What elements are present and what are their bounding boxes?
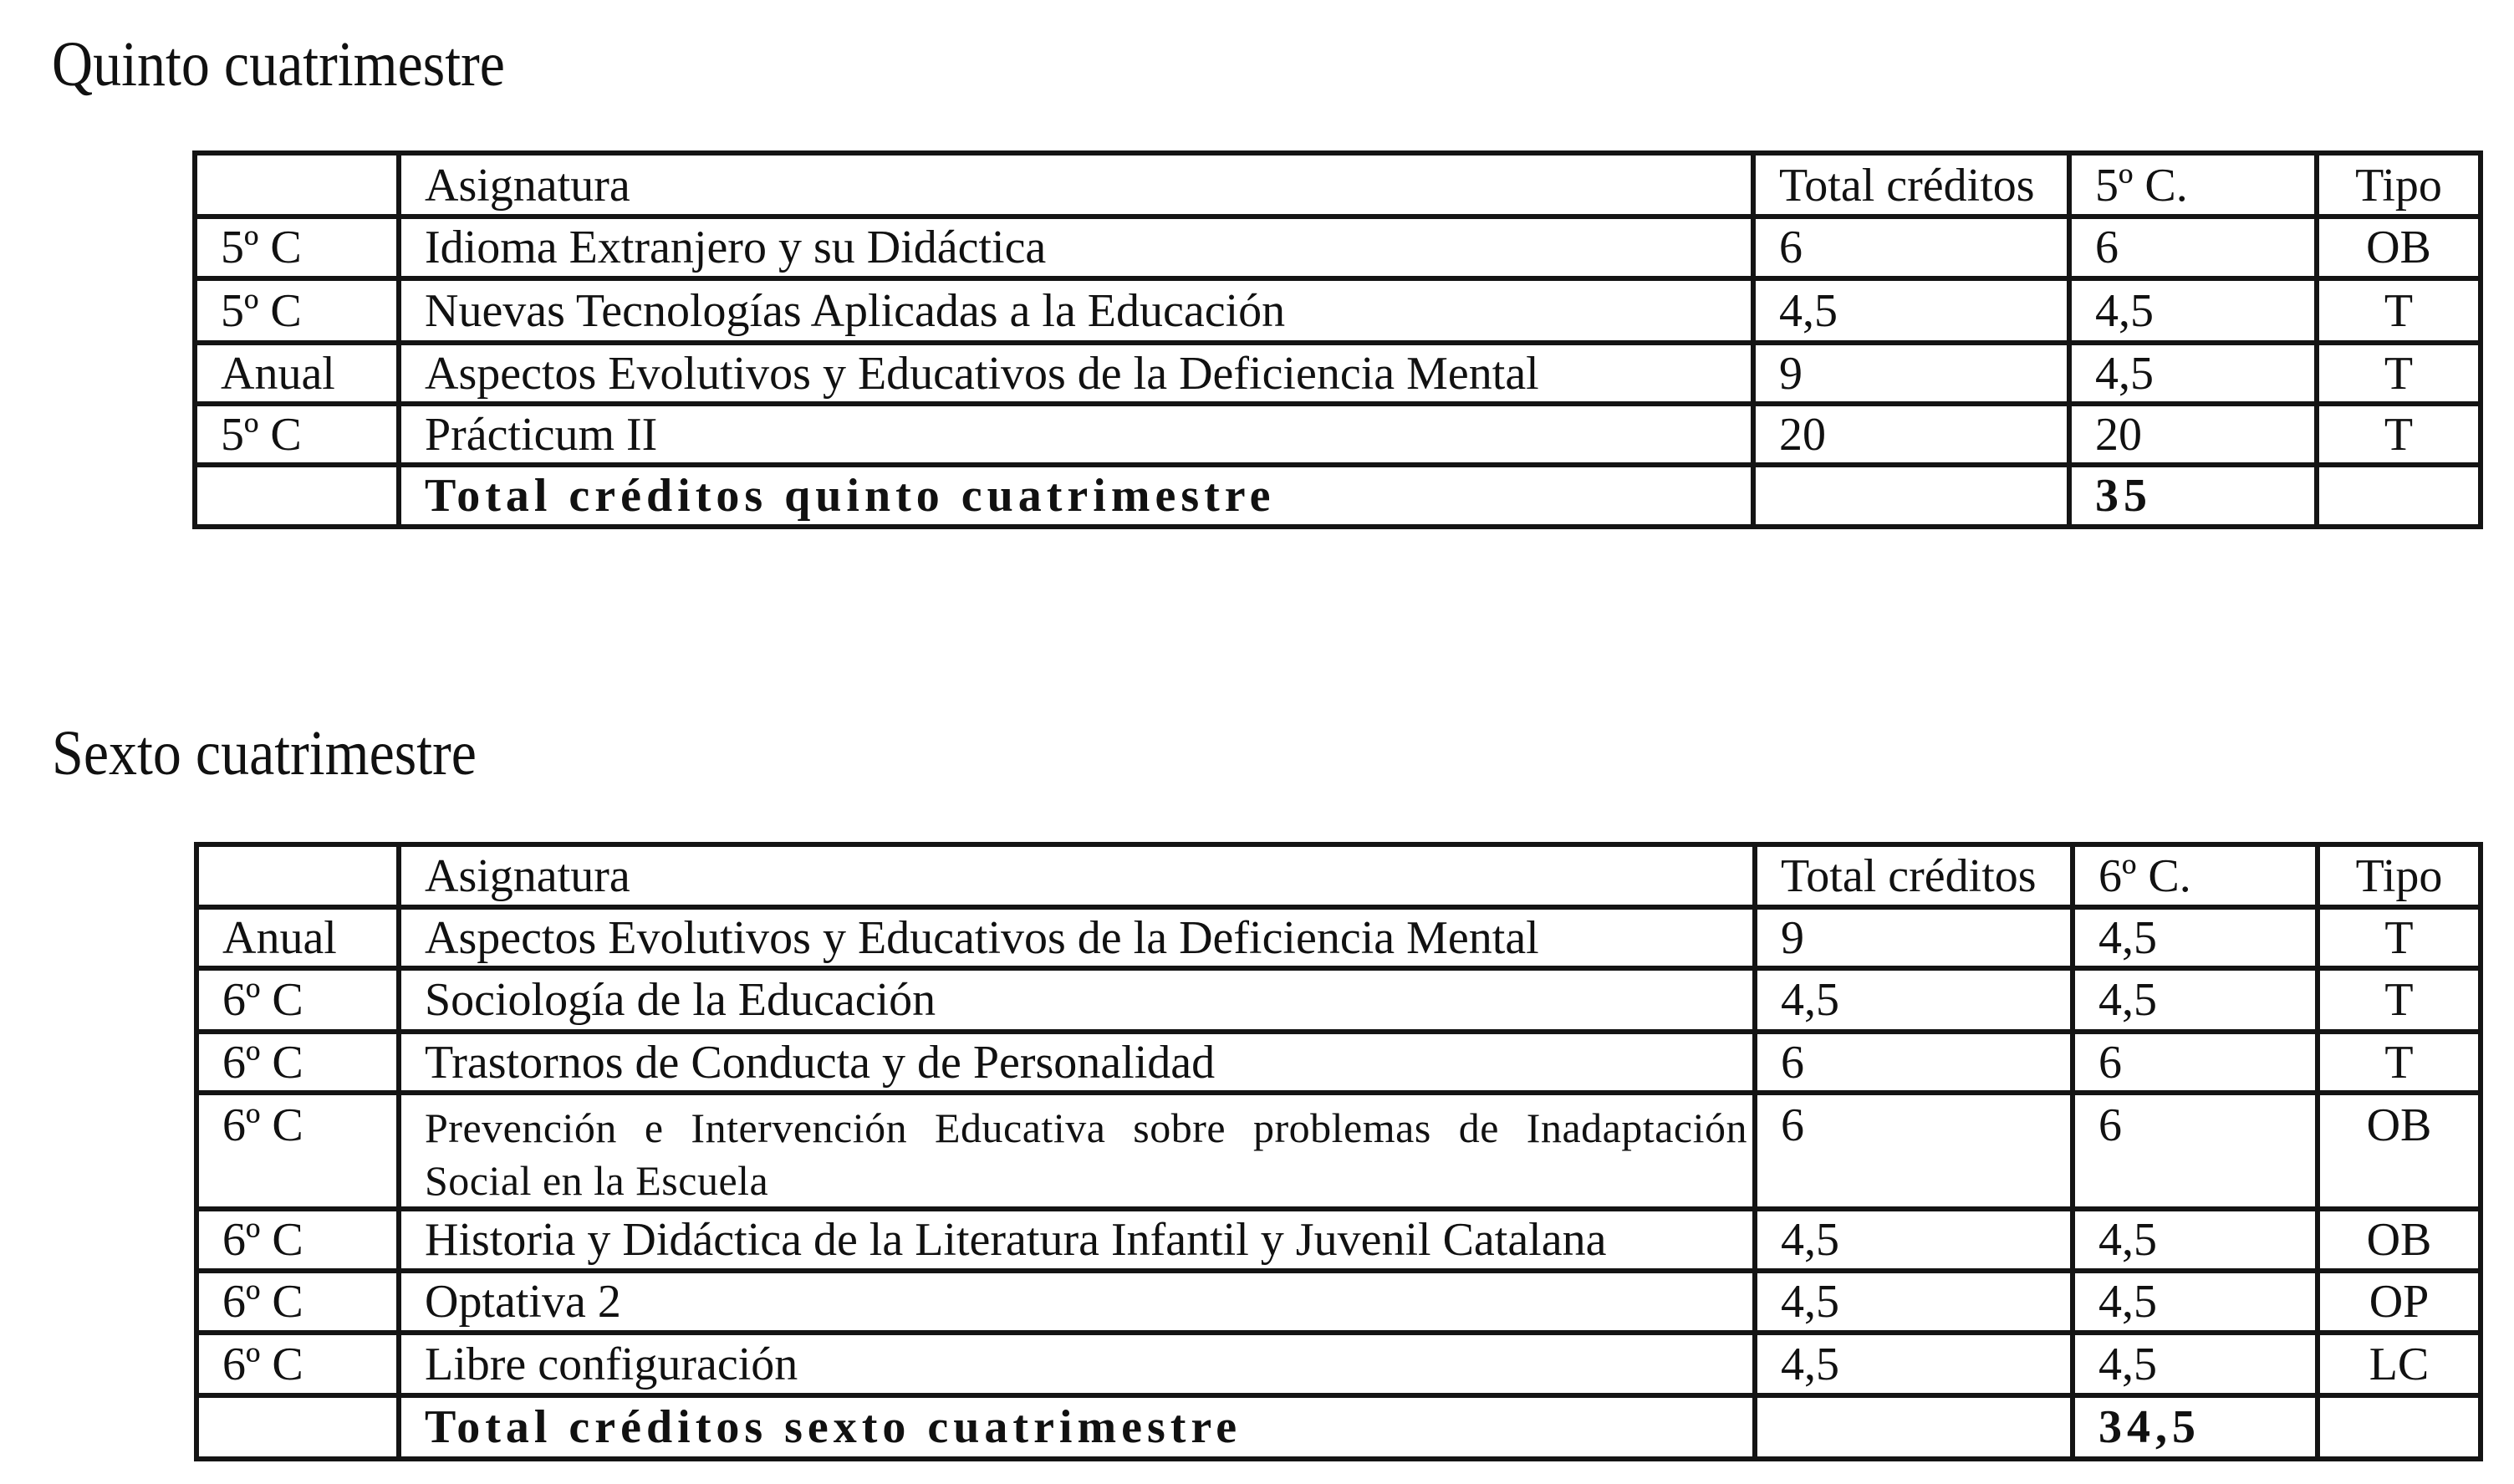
total-value: 34,5: [2073, 1395, 2318, 1459]
cell-type: OB: [2318, 1209, 2481, 1271]
table-row: [196, 1271, 2481, 1333]
cell-empty: [195, 465, 399, 527]
table-row: [196, 1093, 2481, 1209]
cell-total-credits: 6: [1755, 1032, 2073, 1093]
cell-period: 6º C: [196, 1093, 399, 1209]
cell-term-credits: 6: [2073, 1093, 2318, 1209]
header-period: [196, 844, 399, 907]
table-row: [196, 1032, 2481, 1093]
cell-subject: Aspectos Evolutivos y Educativos de la Deficiencia Mental: [399, 907, 1755, 968]
cell-subject: Optativa 2: [399, 1271, 1755, 1333]
cell-term-credits: 6: [2069, 217, 2317, 278]
cell-type: T: [2317, 343, 2481, 404]
table-row: [195, 217, 2481, 278]
header-subject: Asignatura: [399, 153, 1753, 217]
cell-term-credits: 4,5: [2073, 968, 2318, 1032]
table-header-row: [195, 153, 2481, 217]
cell-total-credits: 4,5: [1753, 278, 2069, 343]
cell-total-credits: 4,5: [1755, 1271, 2073, 1333]
cell-period: 6º C: [196, 968, 399, 1032]
cell-subject: Nuevas Tecnologías Aplicadas a la Educación: [399, 278, 1753, 343]
cell-period: 5º C: [195, 278, 399, 343]
cell-term-credits: 6: [2073, 1032, 2318, 1093]
cell-type: OB: [2318, 1093, 2481, 1209]
cell-type: T: [2318, 968, 2481, 1032]
header-term-credits: 6º C.: [2073, 844, 2318, 907]
cell-empty: [2317, 465, 2481, 527]
section-title-quinto: Quinto cuatrimestre: [52, 28, 505, 99]
table-row: [195, 343, 2481, 404]
header-term-credits: 5º C.: [2069, 153, 2317, 217]
cell-term-credits: 4,5: [2069, 343, 2317, 404]
table-total-row: [196, 1395, 2481, 1459]
cell-period: 6º C: [196, 1333, 399, 1395]
header-total-credits: Total créditos: [1755, 844, 2073, 907]
cell-total-credits: 20: [1753, 404, 2069, 465]
header-period: [195, 153, 399, 217]
cell-period: 6º C: [196, 1209, 399, 1271]
cell-subject: Prácticum II: [399, 404, 1753, 465]
cell-total-credits: 9: [1753, 343, 2069, 404]
cell-term-credits: 4,5: [2073, 1271, 2318, 1333]
cell-empty: [1753, 465, 2069, 527]
cell-subject: Sociología de la Educación: [399, 968, 1755, 1032]
cell-total-credits: 4,5: [1755, 1333, 2073, 1395]
cell-type: T: [2318, 907, 2481, 968]
cell-term-credits: 4,5: [2073, 1209, 2318, 1271]
cell-period: 5º C: [195, 217, 399, 278]
cell-total-credits: 9: [1755, 907, 2073, 968]
total-label: Total créditos quinto cuatrimestre: [399, 465, 1753, 527]
table-row: [195, 278, 2481, 343]
header-subject: Asignatura: [399, 844, 1755, 907]
cell-subject: Libre configuración: [399, 1333, 1755, 1395]
cell-type: T: [2318, 1032, 2481, 1093]
cell-total-credits: 4,5: [1755, 1209, 2073, 1271]
total-label: Total créditos sexto cuatrimestre: [399, 1395, 1755, 1459]
cell-period: Anual: [196, 907, 399, 968]
credits-table-quinto: [192, 150, 2483, 529]
table-header-row: [196, 844, 2481, 907]
table-row: [195, 404, 2481, 465]
cell-subject: Historia y Didáctica de la Literatura Infantil y Juvenil Catalana: [399, 1209, 1755, 1271]
table-total-row: [195, 465, 2481, 527]
credits-table-sexto: [194, 842, 2483, 1461]
cell-subject: Trastornos de Conducta y de Personalidad: [399, 1032, 1755, 1093]
cell-type: T: [2317, 404, 2481, 465]
table-row: [196, 968, 2481, 1032]
cell-term-credits: 4,5: [2069, 278, 2317, 343]
cell-period: 5º C: [195, 404, 399, 465]
cell-subject: Idioma Extranjero y su Didáctica: [399, 217, 1753, 278]
cell-type: T: [2317, 278, 2481, 343]
cell-type: OP: [2318, 1271, 2481, 1333]
header-total-credits: Total créditos: [1753, 153, 2069, 217]
header-type: Tipo: [2317, 153, 2481, 217]
cell-type: OB: [2317, 217, 2481, 278]
table-row: [196, 907, 2481, 968]
cell-empty: [1755, 1395, 2073, 1459]
cell-subject: Prevención e Intervención Educativa sobre problemas de Inadaptación Social en la Escuela: [399, 1093, 1755, 1209]
cell-total-credits: 4,5: [1755, 968, 2073, 1032]
cell-period: 6º C: [196, 1032, 399, 1093]
table-row: [196, 1209, 2481, 1271]
cell-term-credits: 4,5: [2073, 1333, 2318, 1395]
cell-subject: Aspectos Evolutivos y Educativos de la Deficiencia Mental: [399, 343, 1753, 404]
total-value: 35: [2069, 465, 2317, 527]
cell-term-credits: 20: [2069, 404, 2317, 465]
cell-empty: [196, 1395, 399, 1459]
section-title-sexto: Sexto cuatrimestre: [52, 717, 477, 788]
header-type: Tipo: [2318, 844, 2481, 907]
cell-empty: [2318, 1395, 2481, 1459]
cell-period: Anual: [195, 343, 399, 404]
cell-term-credits: 4,5: [2073, 907, 2318, 968]
cell-total-credits: 6: [1755, 1093, 2073, 1209]
cell-type: LC: [2318, 1333, 2481, 1395]
table-row: [196, 1333, 2481, 1395]
cell-total-credits: 6: [1753, 217, 2069, 278]
cell-period: 6º C: [196, 1271, 399, 1333]
